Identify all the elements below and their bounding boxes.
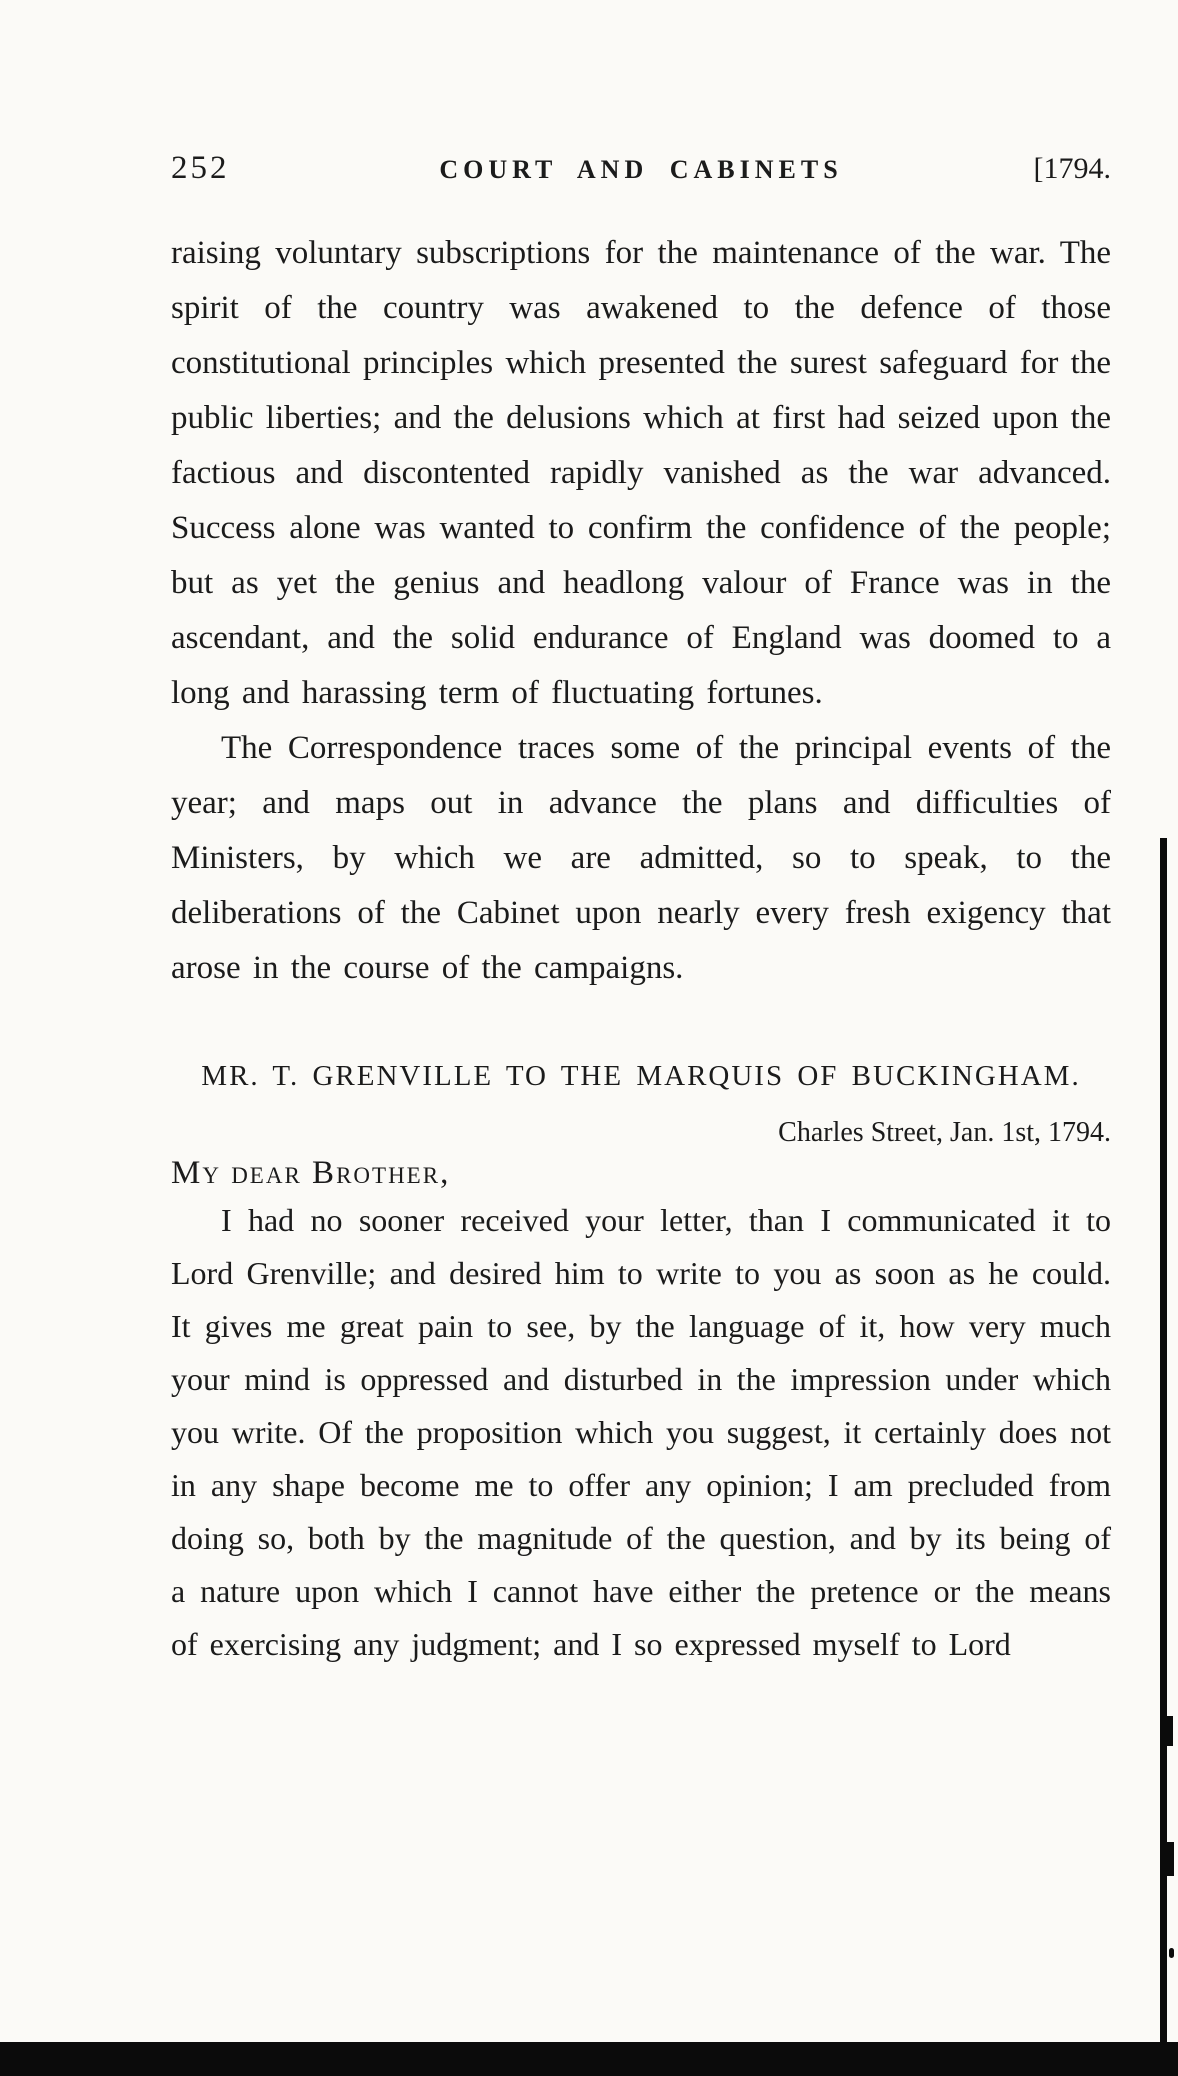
letter-dateline: Charles Street, Jan. 1st, 1794.	[778, 1117, 1111, 1148]
header-year: [1794.	[1033, 152, 1111, 185]
body-paragraph: raising voluntary subscriptions for the maintenance of the war. The spirit of the country was awakened to the defence of those constitutional principles which presented the surest safeguard for the public liberties; and the delusions which at first had seized upon the factious and discontented rapidly vanished as the war advanced. Success alone was wanted to confirm the confidence of the people; but as yet the genius and headlong valour of France was in the ascendant, and the solid endurance of England was doomed to a long and harassing term of fluctuating fortunes.	[171, 235, 1111, 711]
scan-artifact-mark	[1167, 1842, 1174, 1876]
page-header	[171, 150, 1111, 187]
page-number: 252	[171, 150, 230, 186]
page-body	[171, 226, 1111, 1671]
running-title: COURT AND CABINETS	[439, 155, 843, 184]
letter-heading: MR. T. GRENVILLE TO THE MARQUIS OF BUCKINGHAM.	[201, 1060, 1081, 1092]
letter-body-paragraph: I had no sooner received your letter, than I communicated it to Lord Grenville; and desired him to write to you as soon as he could. It gives me great pain to see, by the language of it, how very much your mind is oppressed and disturbed in the impression under which you write. Of the proposition which you suggest, it certainly does not in any shape become me to offer any opinion; I am precluded from doing so, both by the magnitude of the question, and by its being of a nature upon which I cannot have either the pretence or the means of exercising any judgment; and I so expressed myself to Lord	[171, 1202, 1111, 1662]
body-paragraph: The Correspondence traces some of the principal events of the year; and maps out in advance the plans and difficulties of Ministers, by which we are admitted, so to speak, to the deliberations of the Cabinet upon nearly every fresh exigency that arose in the course of the campaigns.	[171, 730, 1111, 986]
letter-salutation: My dear Brother,	[171, 1155, 451, 1191]
scan-artifact-mark	[1169, 1948, 1174, 1958]
scan-artifact-mark	[1167, 1716, 1173, 1746]
scan-artifact-bottom-bar	[0, 2042, 1178, 2076]
scan-artifact-right-line	[1160, 838, 1167, 2076]
